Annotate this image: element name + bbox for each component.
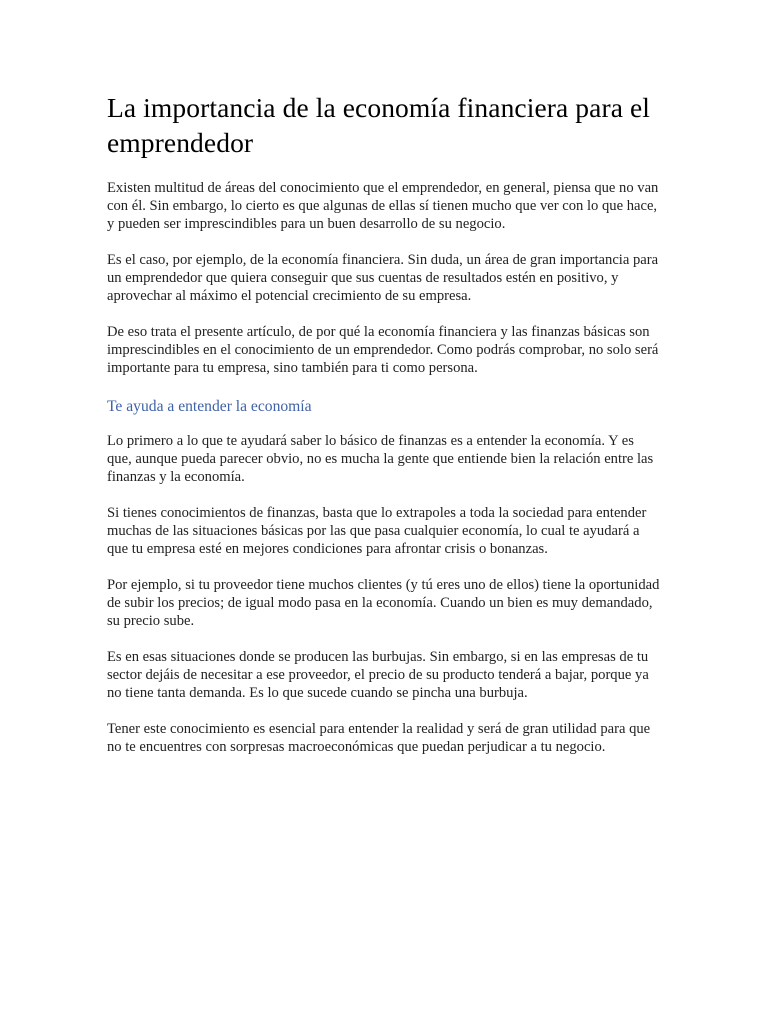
section-paragraph-3: Por ejemplo, si tu proveedor tiene muchos clientes (y tú eres uno de ellos) tiene la oportunidad de subir los precios; de igual modo pasa en la economía. Cuando un bien es muy demandado, su precio sube.	[107, 577, 660, 629]
section-paragraph-1: Lo primero a lo que te ayudará saber lo básico de finanzas es a entender la economía. Y es que, aunque pueda parecer obvio, no es mucha la gente que entiende bien la relación entre las finanzas y la economía.	[107, 433, 654, 485]
article-body	[107, 90, 662, 756]
section-paragraph-5: Tener este conocimiento es esencial para entender la realidad y será de gran utilidad para que no te encuentres con sorpresas macroeconómicas que puedan perjudicar a tu negocio.	[107, 721, 651, 755]
intro-paragraph-2: Es el caso, por ejemplo, de la economía financiera. Sin duda, un área de gran importancia para un emprendedor que quiera conseguir que sus cuentas de resultados estén en positivo, y aprovechar al máximo el potencial crecimiento de su empresa.	[107, 252, 659, 304]
intro-paragraph-1: Existen multitud de áreas del conocimiento que el emprendedor, en general, piensa que no van con él. Sin embargo, lo cierto es que algunas de ellas sí tienen mucho que ver con lo que hace, y pueden ser imprescindibles para un buen desarrollo de su negocio.	[107, 180, 659, 232]
article-title: La importancia de la economía financiera para el emprendedor	[107, 92, 651, 158]
section-heading: Te ayuda a entender la economía	[107, 398, 312, 415]
intro-paragraph-3: De eso trata el presente artículo, de por qué la economía financiera y las finanzas básicas son imprescindibles en el conocimiento de un emprendedor. Como podrás comprobar, no solo será importante para tu empresa, sino también para ti como persona.	[107, 324, 659, 376]
section-paragraph-2: Si tienes conocimientos de finanzas, basta que lo extrapoles a toda la sociedad para entender muchas de las situaciones básicas por las que pasa cualquier economía, lo cual te ayudará a que tu empresa esté en mejores condiciones para afrontar crisis o bonanzas.	[107, 505, 647, 557]
section-paragraph-4: Es en esas situaciones donde se producen las burbujas. Sin embargo, si en las empresas de tu sector dejáis de necesitar a ese proveedor, el precio de su producto tenderá a bajar, porque ya no tiene tanta demanda. Es lo que sucede cuando se pincha una burbuja.	[107, 649, 649, 701]
